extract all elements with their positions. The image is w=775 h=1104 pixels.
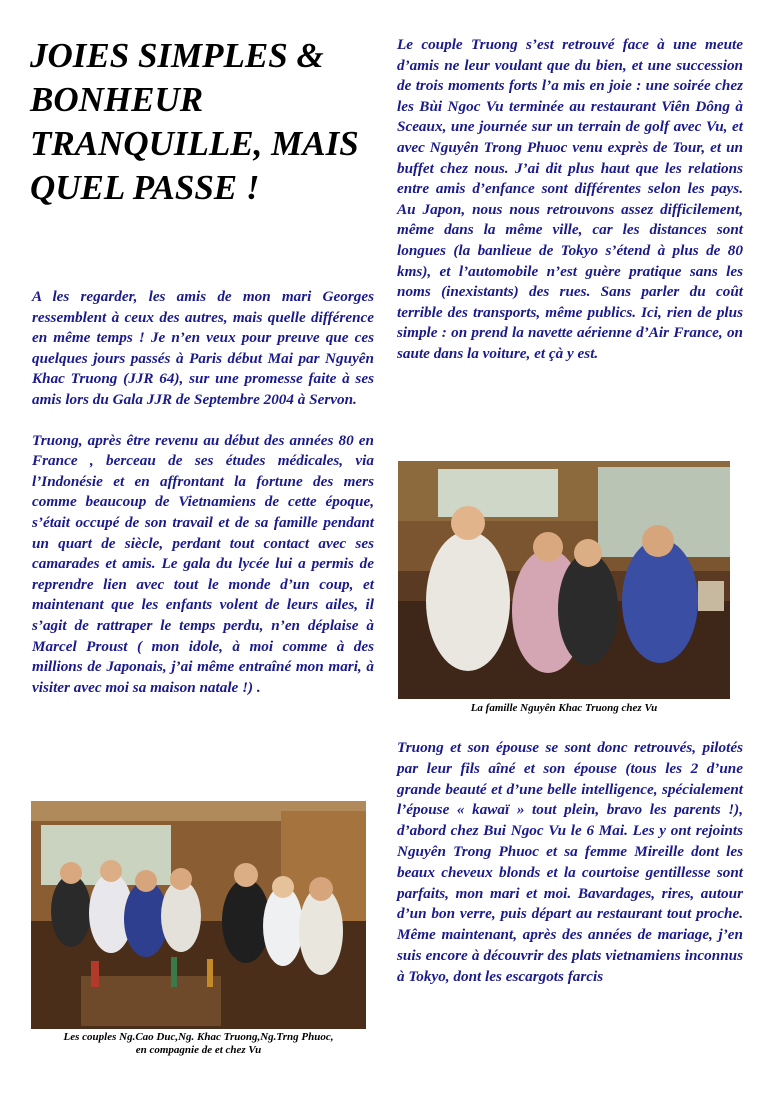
family-photo: [398, 461, 730, 699]
paragraph-truong: Truong, après être revenu au début des années 80 en France , berceau de ses études médicales, via l’Indonésie et en affrontant la fortune des mers comme beaucoup de Vietnamiens de cette époque, s’était occupé de son travail et de sa famille pendant un quart de siècle, perdant tout contact avec ses camarades et amis. Le gala du lycée lui a permis de reprendre lien avec tout le monde d’un coup, et maintenant que les enfants volent de leurs ailes, il s’agit de rattraper le temps perdu, n’en déplaise à Marcel Proust ( mon idole, à moi comme à des millions de Japonais, j’ai même entraîné mon mari, à visiter avec moi sa maison natale !) .: [32, 431, 374, 696]
family-photo-caption: La famille Nguyên Khac Truong chez Vu: [470, 702, 658, 714]
caption-line-1: Les couples Ng.Cao Duc,Ng. Khac Truong,Ng.Trng Phuoc,: [63, 1031, 334, 1043]
couples-photo: [31, 801, 366, 1029]
caption-line-2: en compagnie de et chez Vu: [135, 1044, 262, 1056]
couples-photo-caption: [31, 1031, 366, 1057]
paragraph-reunion: Truong et son épouse se sont donc retrouvés, pilotés par leur fils aîné et son épouse (tous les 2 d’une grande beauté et d’une belle intelligence, spécialement l’épouse « kawaï » tout plein, bravo les parents !), d’abord chez Bui Ngoc Vu le 6 Mai. Les y ont rejoints Nguyên Trong Phuoc et sa femme Mireille dont les beaux cheveux blonds et la courtoise gentillesse sont parfaits, mon mari et moi. Bavardages, rires, autour d’un bon verre, puis départ au restaurant tout proche. Même maintenant, après des années de mariage, j’en suis encore à découvrir des plats vietnamiens inconnus à Tokyo, dont les escargots farcis: [397, 739, 743, 985]
right-column-bottom: [397, 738, 743, 988]
paragraph-couple: Le couple Truong s’est retrouvé face à une meute d’amis ne leur voulant que du bien, et une succession de trois moments forts l’a mis en joie : une soirée chez les Bùi Ngoc Vu terminée au restaurant Viên Dông à Sceaux, une journée sur un terrain de golf avec Vu, et avec Nguyên Trong Phuoc venu exprès de Tour, et un buffet chez nous. J’ai dit plus haut que les relations entre amis d’enfance sont différentes selon les pays. Au Japon, nous nous retrouvons assez difficilement, même dans la même ville, car les distances sont longues (la banlieue de Tokyo s’étend à plus de 80 kms), et l’automobile n’est guère pratique sans les noms (inexistants) des rues. Sans parler du coût terrible des transports, même publics. Ici, rien de plus simple : on prend la navette aérienne d’Air France, on saute dans la voiture, et çà y est.: [397, 36, 743, 362]
left-column: [32, 287, 374, 698]
paragraph-intro: A les regarder, les amis de mon mari Georges ressemblent à ceux des autres, mais quelle différence en même temps ! Je n’en veux pour preuve que ces quelques jours passés à Paris début Mai par Nguyên Khac Truong (JJR 64), sur une promesse faite à ses amis lors du Gala JJR de Septembre 2004 à Servon.: [32, 288, 374, 408]
article-title: JOIES SIMPLES & BONHEUR TRANQUILLE, MAIS QUEL PASSE !: [30, 36, 359, 207]
right-column-top: [397, 35, 743, 365]
